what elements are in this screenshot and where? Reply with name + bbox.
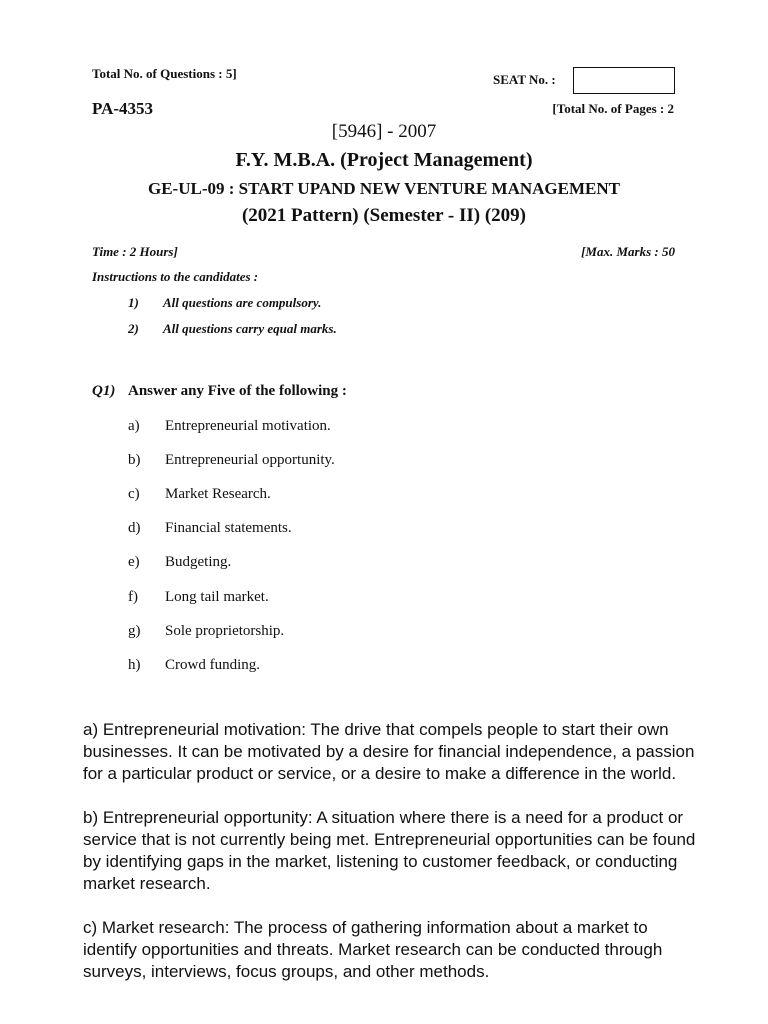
option-text: Sole proprietorship. [165,623,285,639]
instruction-number: 1) [128,295,139,310]
answer-paragraph: c) Market research: The process of gathering information about a market to identify opportunities and threats. Market research can be conducted through surveys, interviews, focus groups, and other methods. [83,918,663,981]
total-pages: [Total No. of Pages : 2 [552,101,674,116]
pattern-line: (2021 Pattern) (Semester - II) (209) [241,205,527,226]
subject-title: GE-UL-09 : START UPAND NEW VENTURE MANAGEMENT [148,179,620,198]
question-number: Q1) [92,383,116,399]
answer-paragraph: b) Entrepreneurial opportunity: A situation where there is a need for a product or service that is not currently being met. Entrepreneurial opportunities can be found by identifying gaps in the market, listening to customer feedback, or conducting market research. [83,808,696,893]
program-title: F.Y. M.B.A. (Project Management) [235,149,533,171]
option-letter: b) [128,452,141,468]
option-text: Market Research. [165,486,271,502]
answer-paragraph: a) Entrepreneurial motivation: The drive that compels people to start their own businesses. It can be motivated by a desire for financial independence, a passion for a particular product or service, or a desire to make a difference in the world. [83,720,695,783]
exam-time: Time : 2 Hours] [92,244,178,259]
seat-number-box[interactable] [573,67,675,94]
question-text: Answer any Five of the following : [128,383,347,399]
instruction-text: All questions carry equal marks. [163,321,337,336]
option-text: Crowd funding. [165,657,260,673]
option-text: Budgeting. [165,554,232,570]
instructions-heading: Instructions to the candidates : [92,269,259,284]
total-questions: Total No. of Questions : 5] [92,66,237,81]
paper-code: PA-4353 [92,99,154,118]
option-text: Long tail market. [165,589,269,605]
option-letter: g) [128,623,141,639]
option-text: Entrepreneurial opportunity. [165,452,335,468]
option-text: Entrepreneurial motivation. [165,418,331,434]
option-letter: e) [128,554,140,570]
max-marks: [Max. Marks : 50 [581,244,675,259]
instruction-number: 2) [128,321,139,336]
instruction-text: All questions are compulsory. [163,295,322,310]
option-letter: f) [128,589,138,605]
exam-code: [5946] - 2007 [331,121,437,142]
option-letter: a) [128,418,140,434]
option-text: Financial statements. [165,520,292,536]
seat-number-label: SEAT No. : [493,72,556,87]
option-letter: c) [128,486,140,502]
answers-section [83,719,698,1005]
option-letter: h) [128,657,141,673]
option-letter: d) [128,520,141,536]
